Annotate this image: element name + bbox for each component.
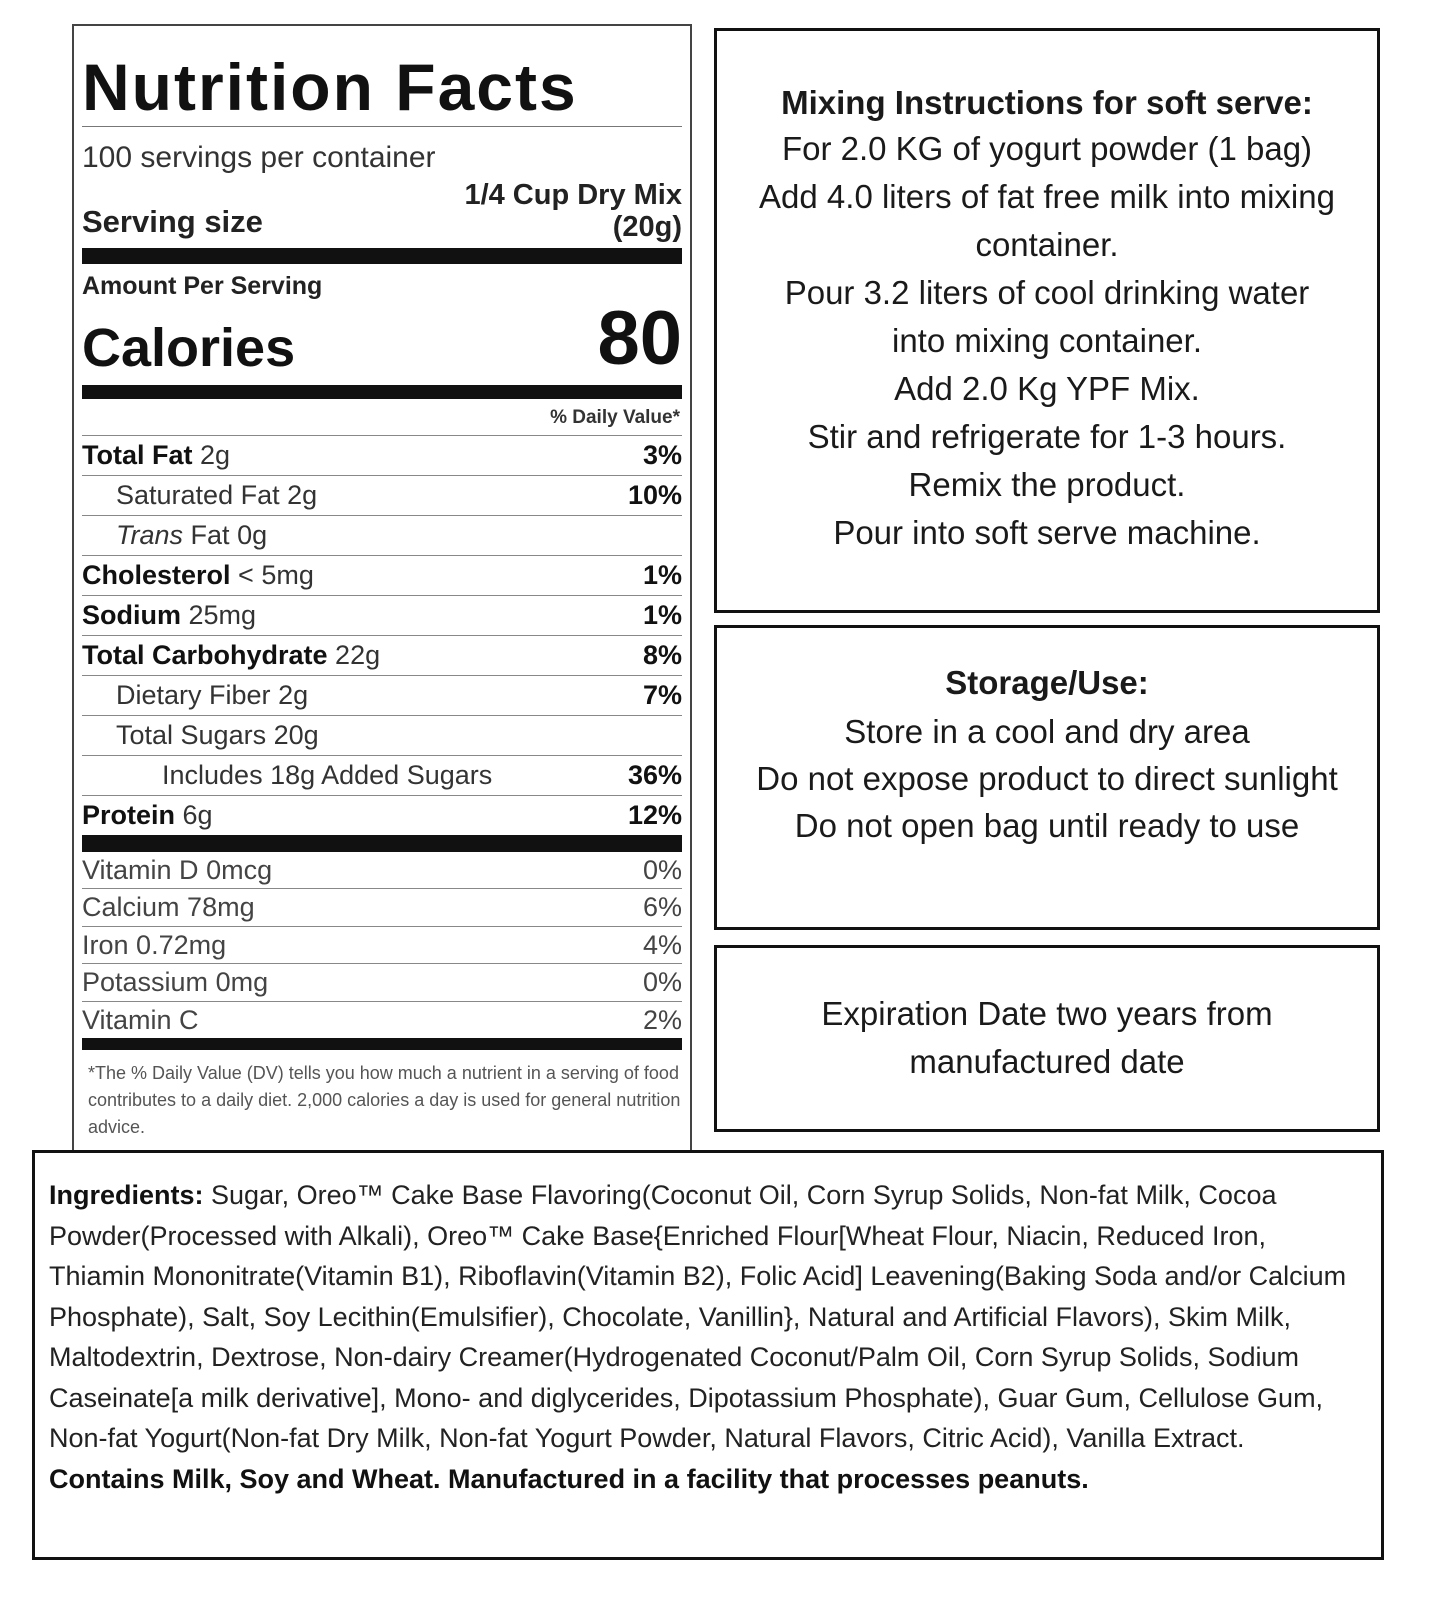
mixing-step: Stir and refrigerate for 1-3 hours. <box>807 418 1287 455</box>
nutrient-row-sodium <box>82 595 682 635</box>
nutrient-amount: 2g <box>278 679 309 710</box>
calories-value: 80 <box>597 295 682 381</box>
vitamin-name: Vitamin D <box>82 854 199 885</box>
mixing-step: Add 4.0 liters of fat free milk into mixing <box>759 178 1335 215</box>
mixing-step: Remix the product. <box>908 466 1186 503</box>
nutrient-dv: 3% <box>642 439 682 470</box>
mixing-step: into mixing container. <box>891 322 1202 359</box>
nutrient-amount: < 5mg <box>238 559 314 590</box>
storage-line: Do not expose product to direct sunlight <box>756 760 1338 797</box>
storage-line: Store in a cool and dry area <box>844 713 1250 750</box>
mixing-step: Pour into soft serve machine. <box>833 514 1261 551</box>
nutrient-row-added-sugars <box>82 755 682 795</box>
vitamin-dv: 2% <box>642 1004 682 1035</box>
ingredients-list: Sugar, Oreo™ Cake Base Flavoring(Coconut Oil, Corn Syrup Solids, Non-fat Milk, Cocoa Powder(Processed with Alkali), Oreo™ Cake Base{Enriched Flour[Wheat Flour, Niacin, Reduced Iron, Thiamin Mononitrate(Vitamin B1), Riboflavin(Vitamin B2), Folic Acid] Leavening(Baking Soda and/or Calcium Phosphate), Salt, Soy Lecithin(Emulsifier), Chocolate, Vanillin}, Natural and Artificial Flavors), Skim Milk, Maltodextrin, Dextrose, Non-dairy Creamer(Hydrogenated Coconut/Palm Oil, Corn Syrup Solids, Sodium Caseinate[a milk derivative], Mono- and diglycerides, Dipotassium Phosphate), Guar Gum, Cellulose Gum, Non-fat Yogurt(Non-fat Dry Milk, Non-fat Yogurt Powder, Natural Flavors, Citric Acid), Vanilla Extract. <box>49 1180 1347 1453</box>
vitamin-amount: 0mg <box>215 967 269 998</box>
mixing-step: Pour 3.2 liters of cool drinking water <box>784 274 1310 311</box>
divider <box>82 126 682 127</box>
nutrient-amount: 2g <box>200 439 231 470</box>
mixing-step: container. <box>975 226 1119 263</box>
nutrient-amount: 22g <box>335 639 381 670</box>
vitamin-row-vitamin-c <box>82 1001 682 1039</box>
storage-heading: Storage/Use: <box>945 664 1149 701</box>
calories-row <box>82 295 682 381</box>
thick-divider <box>82 1038 682 1050</box>
nutrient-dv: 7% <box>642 679 682 710</box>
expiration-line: Expiration Date two years from <box>821 995 1273 1032</box>
vitamin-name: Calcium <box>82 892 180 923</box>
nutrient-name: Saturated Fat <box>116 479 280 510</box>
serving-size-line2: (20g) <box>612 211 682 244</box>
daily-value-footnote: *The % Daily Value (DV) tells you how much a nutrient in a serving of food contributes to a daily diet. 2,000 calories a day is used for general nutrition advice. <box>88 1063 681 1137</box>
amount-per-serving-label: Amount Per Serving <box>82 271 323 300</box>
nutrient-dv: 8% <box>642 639 682 670</box>
nutrient-name: Total Carbohydrate <box>82 639 328 670</box>
nutrient-name: Total Fat <box>82 439 193 470</box>
vitamin-name: Potassium <box>82 967 209 998</box>
serving-size-row <box>82 179 682 244</box>
nutrient-name: Sodium <box>82 599 181 630</box>
serving-size-value <box>464 179 682 244</box>
nutrient-dv: 1% <box>642 559 682 590</box>
vitamin-row-potassium <box>82 963 682 1001</box>
ingredients-text <box>49 1175 1367 1459</box>
vitamin-amount: 0.72mg <box>136 929 227 960</box>
expiration-line: manufactured date <box>909 1043 1185 1080</box>
storage-use-panel <box>714 625 1380 930</box>
nutrient-name: Protein <box>82 799 176 830</box>
serving-size-label: Serving size <box>82 203 263 239</box>
nutrient-name: Dietary Fiber <box>116 679 271 710</box>
nutrient-row-protein <box>82 795 682 835</box>
vitamin-name: Vitamin C <box>82 1004 199 1035</box>
vitamin-row-calcium <box>82 888 682 926</box>
nutrient-row-total-fat <box>82 435 682 475</box>
vitamin-row-vitamin-d <box>82 852 682 889</box>
nutrient-name-italic: Trans <box>116 519 184 550</box>
expiration-panel <box>714 945 1380 1132</box>
nutrition-facts-panel <box>72 24 692 1152</box>
nutrient-row-cholesterol <box>82 555 682 595</box>
thick-divider <box>82 385 682 399</box>
ingredients-label: Ingredients: <box>49 1180 204 1210</box>
vitamin-dv: 0% <box>642 967 682 998</box>
calories-label: Calories <box>82 318 296 379</box>
nutrient-row-dietary-fiber <box>82 675 682 715</box>
serving-size-line1: 1/4 Cup Dry Mix <box>464 179 682 211</box>
allergen-statement: Contains Milk, Soy and Wheat. Manufactured in a facility that processes peanuts. <box>49 1463 1089 1494</box>
storage-line: Do not open bag until ready to use <box>794 807 1300 844</box>
nutrient-name: Includes 18g Added Sugars <box>162 759 493 790</box>
nutrition-facts-title: Nutrition Facts <box>82 50 578 124</box>
nutrient-dv: 12% <box>627 799 682 830</box>
servings-per-container: 100 servings per container <box>82 141 436 174</box>
nutrient-amount: 20g <box>273 719 319 750</box>
daily-value-header: % Daily Value* <box>550 406 680 428</box>
nutrient-amount: 25mg <box>188 599 257 630</box>
mixing-instructions-panel <box>714 28 1380 613</box>
nutrient-name: Cholesterol <box>82 559 231 590</box>
vitamin-dv: 6% <box>642 892 682 923</box>
nutrient-dv: 1% <box>642 599 682 630</box>
vitamin-name: Iron <box>82 929 129 960</box>
nutrient-row-saturated-fat <box>82 475 682 515</box>
nutrient-row-trans-fat <box>82 515 682 555</box>
nutrient-amount: 2g <box>287 479 318 510</box>
mixing-instructions-heading: Mixing Instructions for soft serve: <box>781 84 1313 121</box>
nutrient-amount: 6g <box>182 799 213 830</box>
vitamin-dv: 4% <box>642 929 682 960</box>
nutrient-amount: 0g <box>237 519 268 550</box>
mixing-step: For 2.0 KG of yogurt powder (1 bag) <box>781 130 1313 167</box>
nutrient-dv: 36% <box>627 759 682 790</box>
vitamin-dv: 0% <box>642 854 682 885</box>
thick-divider <box>82 835 682 852</box>
vitamin-amount: 78mg <box>187 892 255 923</box>
mixing-step: Add 2.0 Kg YPF Mix. <box>894 370 1200 407</box>
vitamin-row-iron <box>82 926 682 964</box>
nutrient-dv: 10% <box>627 479 682 510</box>
ingredients-panel <box>32 1150 1384 1560</box>
nutrient-row-total-carbohydrate <box>82 635 682 675</box>
thick-divider <box>82 248 682 264</box>
nutrient-name: Fat <box>190 519 230 550</box>
nutrient-row-total-sugars <box>82 715 682 755</box>
vitamin-amount: 0mcg <box>206 854 273 885</box>
nutrient-name: Total Sugars <box>116 719 267 750</box>
